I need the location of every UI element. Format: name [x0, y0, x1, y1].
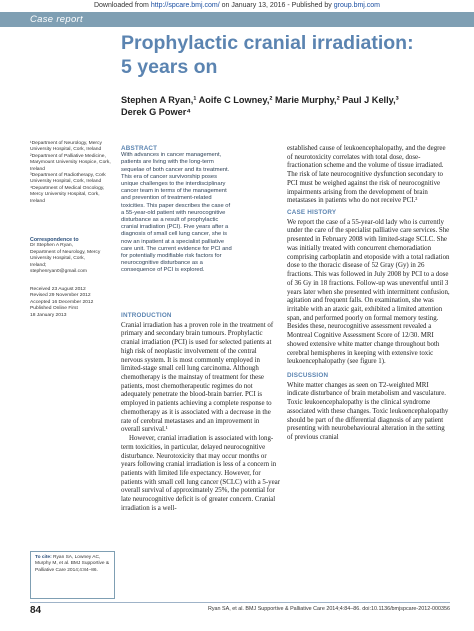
affiliation-3: ³Department of Radiotherapy, Cork University Hospital, Cork, Ireland: [30, 173, 106, 185]
correspondence-line: Department of Neurology, Mercy University Hospital, Cork,: [30, 249, 101, 262]
section-band: [0, 12, 474, 27]
date-published: 18 January 2013: [30, 312, 67, 318]
download-prefix: Downloaded from: [93, 2, 149, 9]
introduction-block: [121, 312, 280, 514]
case-history-paragraph: We report the case of a 55-year-old lady who is currently under the care of the specialist palliative care services. She presented in February 2008 with limited-stage SCLC. She was initially treated with concurrent chemoradiation comprising carboplatin and etoposide with a total radiation dose to the thoracic disease of 52 Gray (Gy) in 26 fractions. This was followed in July 2008 by PCI to a dose of 36 Gy in 18 fractions. Follow-up was uneventful until 3 years later when she presented with intermittent confusion, agitation and frequent falls. On examination, she was irritable with an ataxic gait, exhibited a limited attention span, and performed poorly on formal memory testing. Besides these, neurocognitive assessment revealed a Montreal Cognitive Assessment Score of 12/30. MRI showed extensive white matter change throughout both cerebral hemispheres in keeping with extensive toxic leukoencephalopathy (see figure 1).: [287, 218, 450, 366]
download-middle: on January 13, 2016 - Published by: [221, 2, 332, 9]
cite-text: Ryan SA, Lowney AC, Murphy M, et al. BMJ Supportive & Palliative Care 2014;4:84–86.: [35, 555, 110, 573]
authors-line-2: Derek G Power⁴: [121, 107, 191, 117]
abstract-heading: ABSTRACT: [121, 145, 158, 152]
article-title: [121, 31, 451, 79]
authors-line-1: Stephen A Ryan,¹ Aoife C Lowney,² Marie Murphy,² Paul J Kelly,³: [121, 95, 399, 105]
correspondence-block: [30, 237, 115, 275]
download-url-link[interactable]: http://spcare.bmj.com/: [150, 2, 220, 9]
title-line-1: Prophylactic cranial irradiation:: [121, 32, 414, 54]
correspondence-heading: Correspondence to: [30, 237, 79, 243]
citation-box: [30, 551, 115, 599]
abstract-text: With advances in cancer management, patients are living with the long-term sequelae of both cancer and its treatment. This era of cancer survivorship poses unique challenges to the interdisciplinary cancer team in terms of the management and prevention of treatment-related toxicities. This paper describes the case of a 55-year-old patient with neurocognitive disturbance as a result of prophylactic cranial irradiation (PCI). Five years after a diagnosis of small cell lung cancer, she is now an inpatient at a specialist palliative care unit. The current evidence for PCI and for potentially modifiable risk factors for neurocognitive disturbance as a consequence of PCI is explored.: [121, 152, 232, 274]
intro-heading: INTRODUCTION: [121, 312, 172, 319]
correspondence-email-link[interactable]: stephenryan0@gmail.com: [30, 269, 87, 275]
intro-paragraph-2: However, cranial irradiation is associated with long-term toxicities, in particular, delayed neurocognitive disturbance. Neurotoxicity that may occur months or years following cranial irradiation is less of a concern in patients with limited life expectancy. However, for patients with small cell lung cancer (SCLC) with a 5-year overall survival of approximately 25%, the potential for late neurocognitive deficit is of greater concern. Cranial irradiation is a well-: [121, 435, 281, 512]
download-banner: [0, 2, 474, 9]
discussion-heading: DISCUSSION: [287, 371, 329, 379]
affiliation-1: ¹Department of Neurology, Mercy University Hospital, Cork, Ireland: [30, 141, 102, 153]
affiliations: [30, 141, 115, 205]
correspondence-line: Ireland;: [30, 262, 47, 268]
cite-label: To cite:: [35, 555, 52, 560]
abstract-block: [121, 145, 232, 275]
date-accepted: Accepted 16 December 2012: [30, 299, 94, 305]
intro-continued-paragraph: established cause of leukoencephalopathy, and the degree of neurotoxicity correlates with total dose, dose-fractionation scheme and the volume of tissue irradiated. The risk of late neurocognitive dysfunction secondary to PCI must be weighed against the risk of neurocognitive impairments arising from the development of brain metastases in patients who do not receive PCI.²: [287, 145, 446, 205]
discussion-paragraph: White matter changes as seen on T2-weighted MRI indicate disturbance of brain metabolism and vasculature. Toxic leukoencephalopathy is the clinical syndrome associated with these changes. Toxic leukoencephalopathy should be part of the differential diagnosis of any patient presenting with neurobehavioural alteration in the setting of previous cranial: [287, 381, 449, 441]
footer-reference: Ryan SA, et al. BMJ Supportive & Palliative Care 2014;4:84–86. doi:10.1136/bmjspcare-2012-000356: [207, 606, 450, 612]
footer-divider: [30, 602, 450, 603]
date-revised: Revised 29 November 2012: [30, 293, 91, 299]
correspondence-line: Dr Stephen A Ryan,: [30, 243, 73, 249]
intro-paragraph-1: Cranial irradiation has a proven role in the treatment of primary and secondary brain tumours. Prophylactic cranial irradiation (PCI) is used for selected patients at high risk of neoplastic involvement of the central nervous system. It is most commonly employed in limited-stage small cell lung carcinoma. Although chemotherapy is the mainstay of treatment for these patients, most chemotherapeutic regimes do not adequately penetrate the blood-brain barrier. PCI is employed in patients achieving a complete response to chemotherapy as it is associated with a decrease in the rate of cerebral metastases and an improvement in overall survival.¹: [121, 321, 274, 434]
title-line-2: 5 years on: [121, 56, 218, 78]
page-number: 84: [30, 605, 42, 616]
date-published-label: Published Online First: [30, 306, 78, 312]
affiliation-2: ²Department of Palliative Medicine, Marymount University Hospice, Cork, Ireland: [30, 153, 111, 172]
publisher-link[interactable]: group.bmj.com: [333, 2, 381, 9]
affiliation-4: ⁴Department of Medical Oncology, Mercy University Hospital, Cork, Ireland: [30, 185, 105, 204]
author-list: [121, 94, 461, 118]
article-dates: [30, 287, 115, 319]
case-history-heading: CASE HISTORY: [287, 209, 337, 217]
right-column: [287, 145, 450, 443]
section-label: Case report: [30, 14, 83, 25]
date-received: Received 23 August 2012: [30, 287, 86, 292]
